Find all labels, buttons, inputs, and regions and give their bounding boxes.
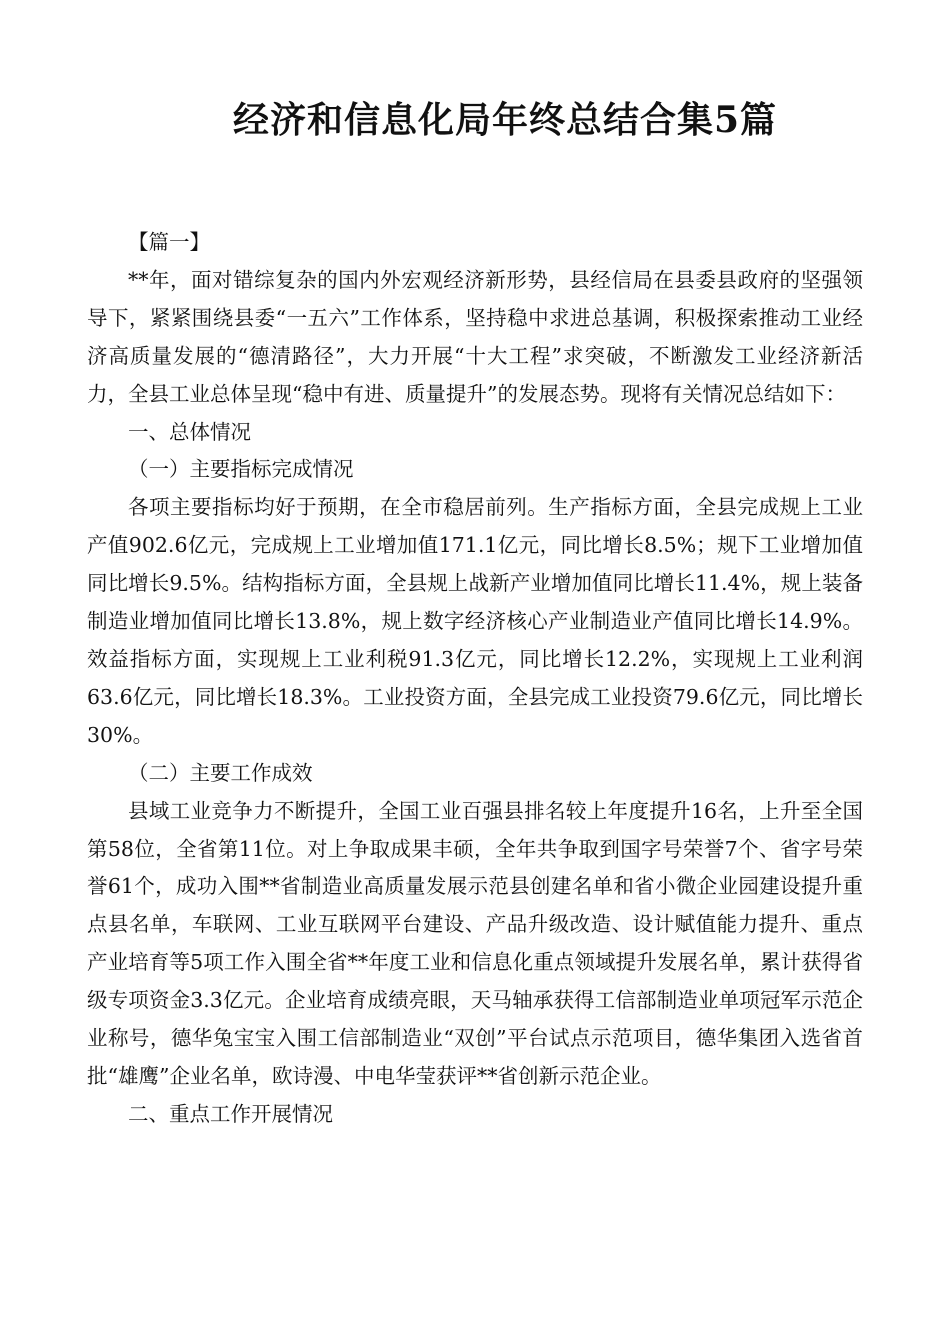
indicators-paragraph: 各项主要指标均好于预期，在全市稳居前列。生产指标方面，全县完成规上工业产值902.6亿元，完成规上工业增加值171.1亿元，同比增长8.5%；规下工业增加值同比增长9.5%。结构指标方面，全县规上战新产业增加值同比增长11.4%，规上装备制造业增加值同比增长13.8%，规上数字经济核心产业制造业产值同比增长14.9%。效益指标方面，实现规上工业利税91.3亿元，同比增长12.2%，实现规上工业利润63.6亿元，同比增长18.3%。工业投资方面，全县完成工业投资79.6亿元，同比增长30%。 <box>87 495 863 747</box>
subheading-indicators: （一）主要指标完成情况 <box>128 457 354 482</box>
achievements-paragraph: 县域工业竞争力不断提升，全国工业百强县排名较上年度提升16名，上升至全国第58位，全省第11位。对上争取成果丰硕，全年共争取到国字号荣誉7个、省字号荣誉61个，成功入围**省制造业高质量发展示范县创建名单和省小微企业园建设提升重点县名单，车联网、工业互联网平台建设、产品升级改造、设计赋值能力提升、重点产业培育等5项工作入围全省**年度工业和信息化重点领域提升发展名单，累计获得省级专项资金3.3亿元。企业培育成绩亮眼，天马轴承获得工信部制造业单项冠军示范企业称号，德华兔宝宝入围工信部制造业“双创”平台试点示范项目，德华集团入选省首批“雄鹰”企业名单，欧诗漫、中电华莹获评**省创新示范企业。 <box>87 798 863 1088</box>
heading-overall: 一、总体情况 <box>128 419 251 444</box>
heading-key-work: 二、重点工作开展情况 <box>128 1101 333 1126</box>
intro-paragraph: **年，面对错综复杂的国内外宏观经济新形势，县经信局在县委县政府的坚强领导下，紧紧围绕县委“一五六”工作体系，坚持稳中求进总基调，积极探索推动工业经济高质量发展的“德清路径”，大力开展“十大工程”求突破，不断激发工业经济新活力，全县工业总体呈现“稳中有进、质量提升”的发展态势。现将有关情况总结如下： <box>87 267 863 406</box>
document-title: 经济和信息化局年终总结合集5篇 <box>232 99 778 141</box>
subheading-achievements: （二）主要工作成效 <box>128 760 313 785</box>
document-body <box>87 224 863 1134</box>
section-label: 【篇一】 <box>128 230 210 254</box>
